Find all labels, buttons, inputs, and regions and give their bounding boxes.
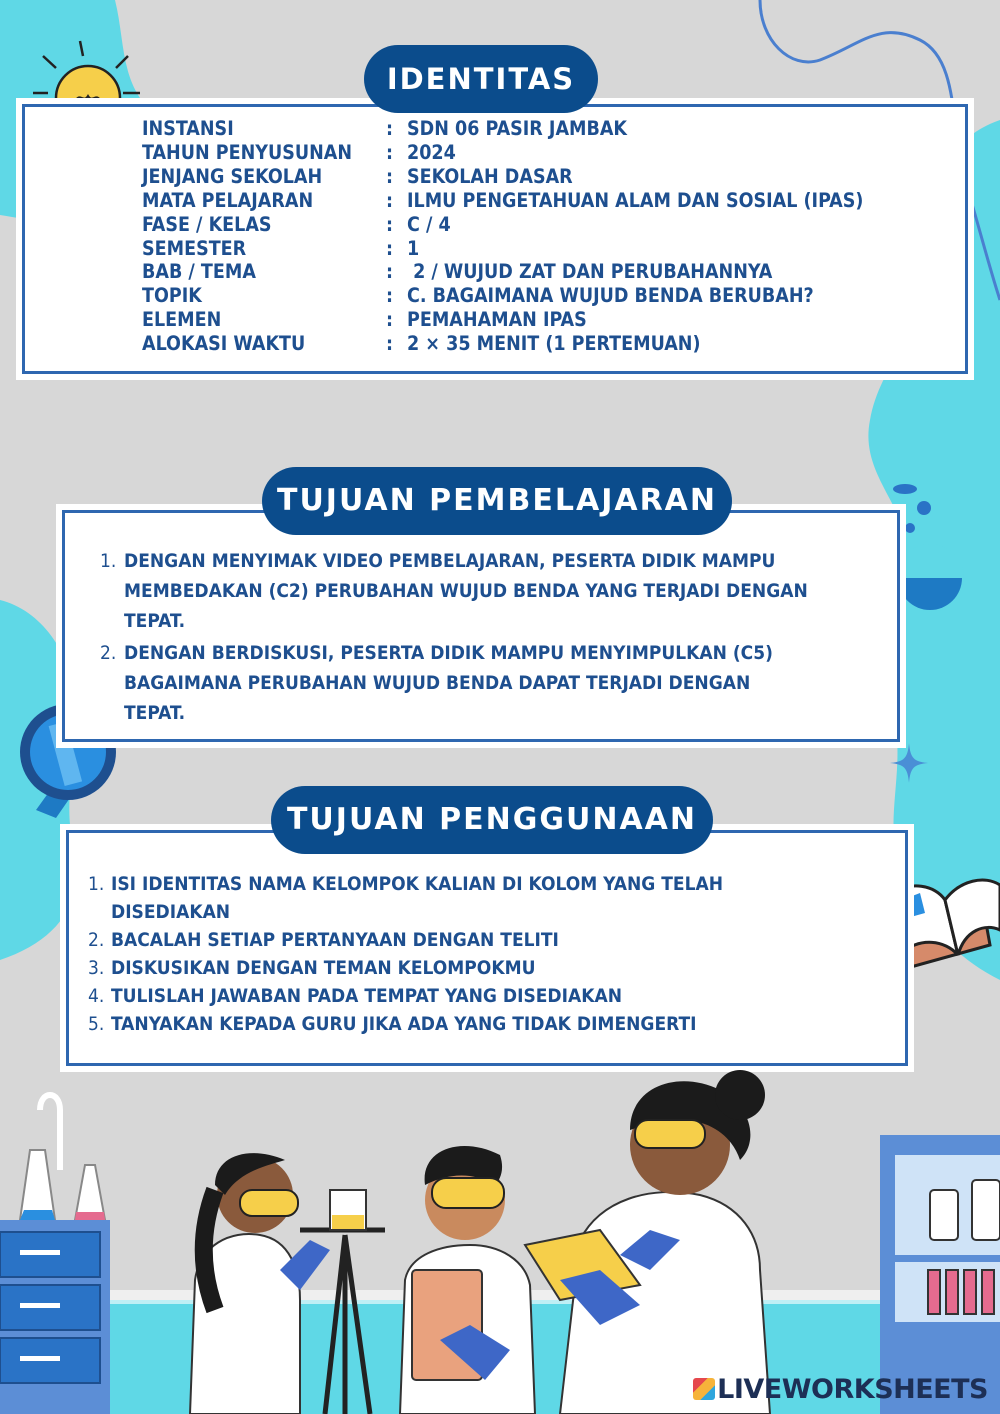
identitas-label: ALOKASI WAKTU	[142, 332, 306, 356]
identitas-label: JENJANG SEKOLAH	[142, 164, 323, 188]
identitas-label: SEMESTER	[142, 236, 247, 260]
identitas-separator: :	[386, 140, 394, 164]
list-item-number: 1.	[100, 550, 117, 572]
list-item	[88, 1010, 888, 1038]
list-item-line: BAGAIMANA PERUBAHAN WUJUD BENDA DAPAT TERJADI DENGAN	[124, 672, 751, 694]
identitas-separator: :	[386, 164, 394, 188]
identitas-label: ELEMEN	[142, 308, 222, 332]
tujuan-pembelajaran-list	[100, 546, 890, 730]
list-item-number: 5.	[88, 1013, 105, 1035]
tujuan-pembelajaran-title: TUJUAN PEMBELAJARAN	[262, 467, 732, 535]
list-item-line: DENGAN BERDISKUSI, PESERTA DIDIK MAMPU MENYIMPULKAN (C5)	[124, 642, 773, 664]
identitas-label: TOPIK	[142, 284, 202, 308]
liveworksheets-logo-mark	[693, 1378, 715, 1400]
identitas-label: FASE / KELAS	[142, 212, 272, 236]
list-item	[100, 638, 890, 728]
list-item-line: TEPAT.	[124, 610, 186, 632]
sparkle-icon	[890, 743, 928, 783]
list-item	[88, 926, 888, 954]
identitas-value: 2024	[407, 140, 456, 164]
lab-scientists-illustration	[0, 1070, 1000, 1414]
list-item-line: BACALAH SETIAP PERTANYAAN DENGAN TELITI	[111, 929, 559, 951]
identitas-label: BAB / TEMA	[142, 260, 256, 284]
list-item-line: TEPAT.	[124, 702, 186, 724]
flask-icon	[890, 480, 970, 615]
identitas-value: 2 / WUJUD ZAT DAN PERUBAHANNYA	[407, 260, 773, 284]
identitas-value: C. BAGAIMANA WUJUD BENDA BERUBAH?	[407, 284, 814, 308]
identitas-separator: :	[386, 212, 394, 236]
list-item-number: 4.	[88, 985, 105, 1007]
list-item	[100, 546, 890, 636]
identitas-value: SEKOLAH DASAR	[407, 164, 573, 188]
identitas-separator: :	[386, 284, 394, 308]
identitas-value: 2 × 35 MENIT (1 PERTEMUAN)	[407, 332, 701, 356]
list-item	[88, 982, 888, 1010]
identitas-separator: :	[386, 188, 394, 212]
identitas-separator: :	[386, 308, 394, 332]
identitas-label: TAHUN PENYUSUNAN	[142, 140, 353, 164]
tujuan-penggunaan-list	[88, 870, 888, 1038]
liveworksheets-brand: LIVEWORKSHEETS	[717, 1374, 988, 1405]
list-item-number: 2.	[88, 929, 105, 951]
list-item-number: 3.	[88, 957, 105, 979]
identitas-separator: :	[386, 260, 394, 284]
identitas-label: INSTANSI	[142, 117, 234, 140]
list-item-line: MEMBEDAKAN (C2) PERUBAHAN WUJUD BENDA YANG TERJADI DENGAN	[124, 580, 808, 602]
identitas-value: PEMAHAMAN IPAS	[407, 308, 587, 332]
identitas-label: MATA PELAJARAN	[142, 188, 314, 212]
identitas-value: C / 4	[407, 212, 451, 236]
list-item-number: 1.	[88, 873, 105, 895]
tujuan-penggunaan-title: TUJUAN PENGGUNAAN	[271, 786, 713, 854]
identitas-value: 1	[407, 236, 420, 260]
identitas-separator: :	[386, 236, 394, 260]
list-item-line: DISEDIAKAN	[111, 901, 231, 923]
identitas-value: SDN 06 PASIR JAMBAK	[407, 117, 628, 140]
list-item-line: TANYAKAN KEPADA GURU JIKA ADA YANG TIDAK DIMENGERTI	[111, 1013, 697, 1035]
list-item-line: TULISLAH JAWABAN PADA TEMPAT YANG DISEDIAKAN	[111, 985, 622, 1007]
identitas-value: ILMU PENGETAHUAN ALAM DAN SOSIAL (IPAS)	[407, 188, 864, 212]
list-item	[88, 870, 888, 926]
liveworksheets-logo	[693, 1374, 988, 1405]
list-item-line: DISKUSIKAN DENGAN TEMAN KELOMPOKMU	[111, 957, 536, 979]
list-item-number: 2.	[100, 642, 117, 664]
list-item	[88, 954, 888, 982]
identitas-separator: :	[386, 117, 394, 140]
identitas-title: IDENTITAS	[364, 45, 598, 113]
list-item-line: ISI IDENTITAS NAMA KELOMPOK KALIAN DI KOLOM YANG TELAH	[111, 873, 724, 895]
identitas-separator: :	[386, 332, 394, 356]
list-item-line: DENGAN MENYIMAK VIDEO PEMBELAJARAN, PESERTA DIDIK MAMPU	[124, 550, 776, 572]
